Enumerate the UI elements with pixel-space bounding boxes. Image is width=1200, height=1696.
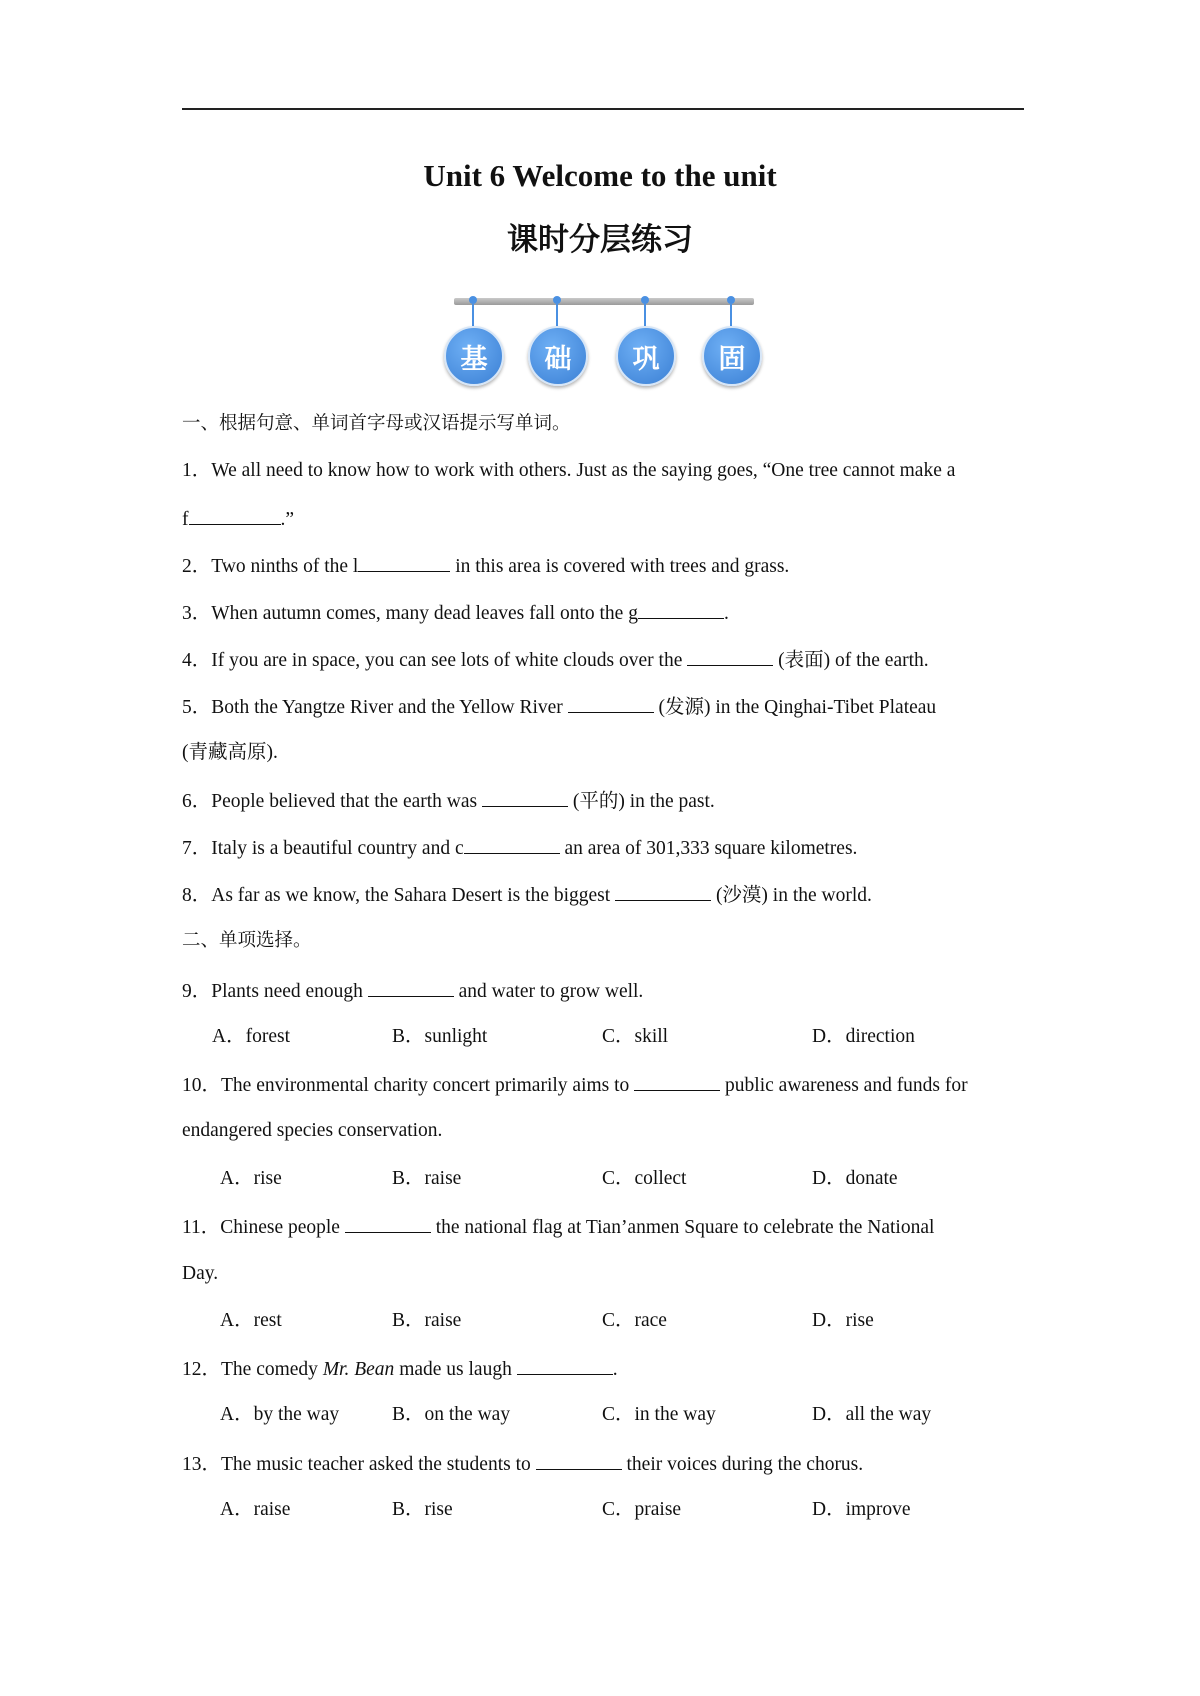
option-d[interactable]: D．rise (812, 1310, 874, 1331)
banner-badge (524, 292, 590, 392)
option-d[interactable]: D．direction (812, 1026, 915, 1047)
answer-blank[interactable] (615, 880, 711, 901)
answer-blank[interactable] (345, 1212, 431, 1233)
question-text: and water to grow well. (453, 981, 644, 1002)
answer-blank[interactable] (464, 833, 560, 854)
option-a[interactable]: A．forest (212, 1026, 290, 1047)
banner-badge (698, 292, 764, 392)
question-text: Plants need enough (211, 981, 368, 1002)
question-10-cont (182, 1117, 442, 1145)
question-text: People believed that the earth was (211, 791, 482, 812)
question-12 (182, 1354, 618, 1384)
question-1 (182, 457, 955, 485)
question-text: (沙漠) in the world. (711, 885, 872, 906)
question-8 (182, 880, 872, 910)
question-number: 11． (182, 1217, 221, 1238)
banner-badge (440, 292, 506, 392)
banner-dot (727, 296, 735, 304)
question-number: 3． (182, 603, 212, 624)
section-heading: 一、根据句意、单词首字母或汉语提示写单词。 (182, 413, 571, 434)
question-number: 7． (182, 838, 212, 859)
question-text: The comedy (221, 1359, 323, 1380)
question-4 (182, 645, 929, 675)
question-number: 12． (182, 1359, 222, 1380)
question-6 (182, 786, 715, 816)
question-text: Day. (182, 1263, 219, 1284)
question-text: (表面) of the earth. (773, 650, 929, 671)
question-number: 4． (182, 650, 212, 671)
question-text: If you are in space, you can see lots of white clouds over the (211, 650, 688, 671)
question-7 (182, 833, 857, 863)
question-text: public awareness and funds for (720, 1075, 968, 1096)
answer-blank[interactable] (568, 692, 654, 713)
question-text: We all need to know how to work with others. Just as the saying goes, “One tree cannot make a (211, 460, 956, 481)
question-11-cont (182, 1260, 218, 1288)
banner-badge-label: 固 (702, 326, 762, 386)
option-d[interactable]: D．donate (812, 1168, 898, 1189)
option-c[interactable]: C．collect (602, 1168, 687, 1189)
question-number: 1． (182, 460, 212, 481)
banner-connector (730, 304, 732, 326)
banner-badge (612, 292, 678, 392)
question-3 (182, 598, 729, 628)
section-banner (440, 292, 770, 392)
question-text: . (612, 1359, 618, 1380)
answer-blank[interactable] (368, 976, 454, 997)
question-5 (182, 692, 936, 722)
question-text: When autumn comes, many dead leaves fall onto the g (211, 603, 638, 624)
question-text: their voices during the chorus. (621, 1454, 864, 1475)
option-c[interactable]: C．praise (602, 1499, 682, 1520)
question-text: The environmental charity concert primarily aims to (221, 1075, 635, 1096)
option-b[interactable]: B．sunlight (392, 1026, 488, 1047)
option-c[interactable]: C．skill (602, 1026, 669, 1047)
answer-blank[interactable] (482, 786, 568, 807)
banner-badge-label: 础 (528, 326, 588, 386)
answer-blank[interactable] (536, 1449, 622, 1470)
question-10 (182, 1070, 968, 1100)
answer-blank[interactable] (517, 1354, 613, 1375)
option-a[interactable]: A．rest (220, 1310, 282, 1331)
question-number: 6． (182, 791, 212, 812)
question-9 (182, 976, 643, 1006)
title-emphasis: Mr. Bean (322, 1359, 395, 1380)
answer-blank[interactable] (687, 645, 773, 666)
question-text: Chinese people (220, 1217, 345, 1238)
question-text: made us laugh (394, 1359, 517, 1380)
question-number: 2． (182, 556, 212, 577)
option-d[interactable]: D．improve (812, 1499, 911, 1520)
option-b[interactable]: B．raise (392, 1168, 462, 1189)
option-a[interactable]: A．by the way (220, 1404, 340, 1425)
question-2 (182, 551, 789, 581)
option-b[interactable]: B．raise (392, 1310, 462, 1331)
answer-blank[interactable] (189, 504, 281, 525)
answer-blank[interactable] (634, 1070, 720, 1091)
banner-connector (644, 304, 646, 326)
question-text: Italy is a beautiful country and c (211, 838, 464, 859)
banner-dot (641, 296, 649, 304)
question-number: 5． (182, 697, 212, 718)
page-subtitle: 课时分层练习 (507, 222, 693, 258)
question-number: 8． (182, 885, 212, 906)
banner-connector (472, 304, 474, 326)
question-text: Two ninths of the l (211, 556, 359, 577)
question-number: 9． (182, 981, 212, 1002)
option-b[interactable]: B．rise (392, 1499, 453, 1520)
question-text: endangered species conservation. (182, 1120, 443, 1141)
question-5-cont (182, 739, 278, 767)
question-11 (182, 1212, 934, 1242)
banner-connector (556, 304, 558, 326)
question-13 (182, 1449, 863, 1479)
header-rule (182, 108, 1024, 110)
question-text: As far as we know, the Sahara Desert is the biggest (211, 885, 616, 906)
banner-dot (469, 296, 477, 304)
question-text: (青藏高原). (182, 742, 278, 763)
option-a[interactable]: A．raise (220, 1499, 291, 1520)
question-text: Both the Yangtze River and the Yellow River (211, 697, 568, 718)
question-number: 10． (182, 1075, 222, 1096)
question-1-cont (182, 504, 294, 534)
banner-badge-label: 基 (444, 326, 504, 386)
question-text: in this area is covered with trees and grass. (450, 556, 790, 577)
option-c[interactable]: C．in the way (602, 1404, 716, 1425)
question-text: an area of 301,333 square kilometres. (559, 838, 858, 859)
section-heading: 二、单项选择。 (182, 930, 312, 951)
question-number: 13． (182, 1454, 222, 1475)
question-text: f (182, 509, 189, 530)
option-a[interactable]: A．rise (220, 1168, 282, 1189)
banner-dot (553, 296, 561, 304)
answer-blank[interactable] (358, 551, 450, 572)
question-text: The music teacher asked the students to (221, 1454, 536, 1475)
banner-badge-label: 巩 (616, 326, 676, 386)
option-c[interactable]: C．race (602, 1310, 667, 1331)
question-text: the national flag at Tian’anmen Square to celebrate the National (430, 1217, 935, 1238)
page-title: Unit 6 Welcome to the unit (423, 158, 777, 193)
question-text: (平的) in the past. (568, 791, 715, 812)
option-b[interactable]: B．on the way (392, 1404, 511, 1425)
option-d[interactable]: D．all the way (812, 1404, 932, 1425)
question-text: .” (280, 509, 295, 530)
question-text: (发源) in the Qinghai-Tibet Plateau (653, 697, 937, 718)
question-text: . (723, 603, 729, 624)
answer-blank[interactable] (638, 598, 724, 619)
